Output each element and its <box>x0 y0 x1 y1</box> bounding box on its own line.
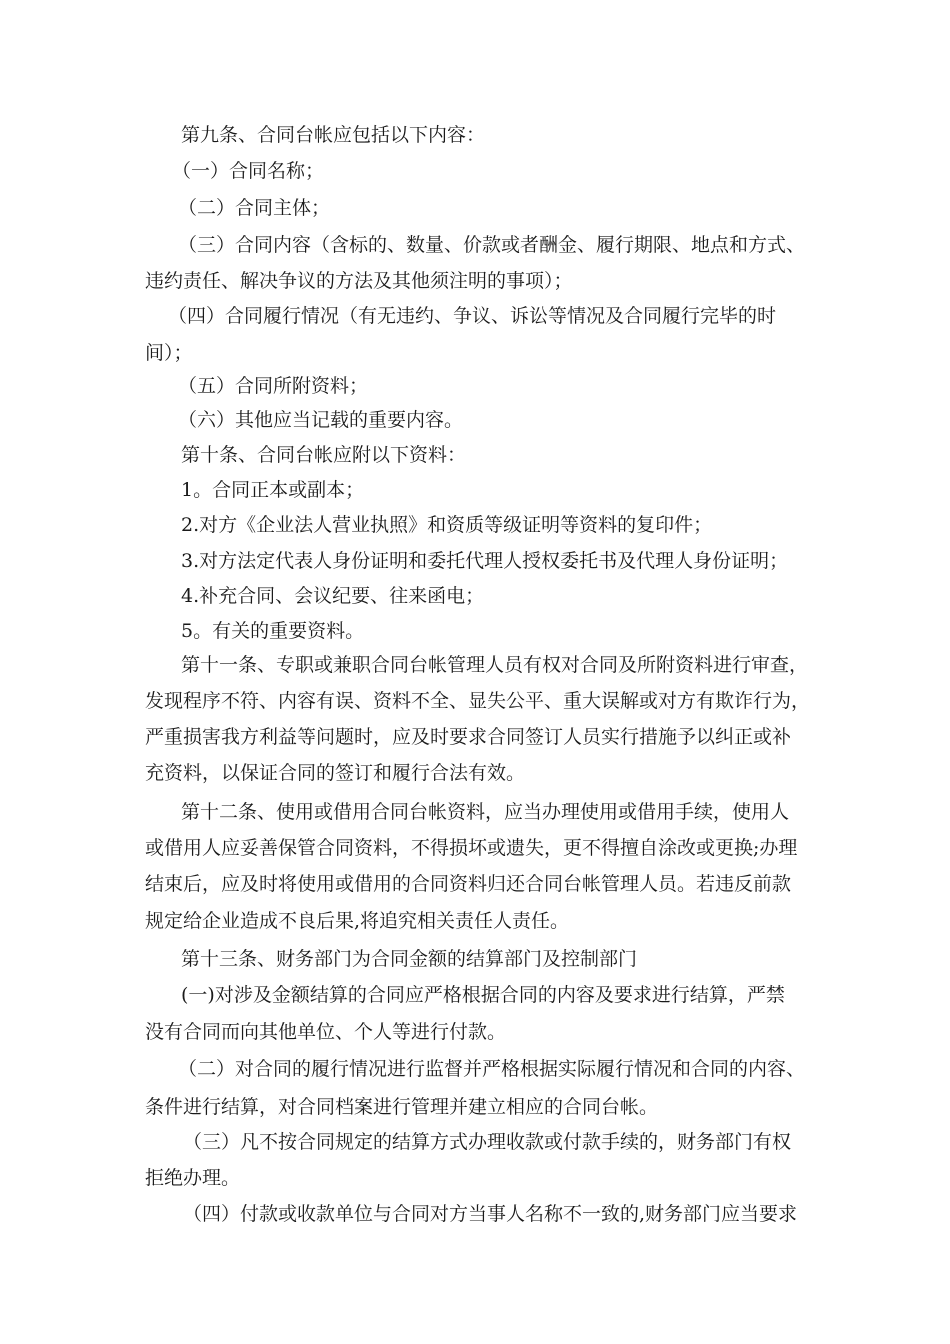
text-line: 拒绝办理。 <box>145 1167 241 1189</box>
text-line: 1。合同正本或副本； <box>181 479 365 501</box>
text-line: 严重损害我方利益等问题时，应及时要求合同签订人员实行措施予以纠正或补 <box>145 726 792 748</box>
text-line: 第十二条、使用或借用合同台帐资料，应当办理使用或借用手续，使用人 <box>181 801 790 823</box>
text-line: 第十条、合同台帐应附以下资料： <box>181 444 467 466</box>
text-line: 3.对方法定代表人身份证明和委托代理人授权委托书及代理人身份证明； <box>181 550 789 572</box>
text-line: （六）其他应当记载的重要内容。 <box>178 409 464 431</box>
text-line: 间）； <box>145 342 193 364</box>
text-line: 没有合同而向其他单位、个人等进行付款。 <box>145 1021 507 1043</box>
text-line: （四）合同履行情况（有无违约、争议、诉讼等情况及合同履行完毕的时 <box>168 305 777 327</box>
text-line: 发现程序不符、内容有误、资料不全、显失公平、重大误解或对方有欺诈行为， <box>145 690 811 712</box>
text-line: 4.补充合同、会议纪要、往来函电； <box>181 585 485 607</box>
text-line: 或借用人应妥善保管合同资料，不得损坏或遗失，更不得擅自涂改或更换;办理 <box>145 837 798 859</box>
text-line: 条件进行结算，对合同档案进行管理并建立相应的合同台帐。 <box>145 1096 659 1118</box>
text-line: 结束后，应及时将使用或借用的合同资料归还合同台帐管理人员。若违反前款 <box>145 873 792 895</box>
text-line: （三）合同内容（含标的、数量、价款或者酬金、履行期限、地点和方式、 <box>178 234 806 256</box>
text-line: (一)对涉及金额结算的合同应严格根据合同的内容及要求进行结算，严禁 <box>181 984 785 1006</box>
text-line: （五）合同所附资料； <box>178 375 369 397</box>
text-line: （三）凡不按合同规定的结算方式办理收款或付款手续的，财务部门有权 <box>183 1131 792 1153</box>
text-line: 充资料，以保证合同的签订和履行合法有效。 <box>145 762 526 784</box>
text-line: （四）付款或收款单位与合同对方当事人名称不一致的,财务部门应当要求 <box>183 1203 798 1225</box>
text-line: 第九条、合同台帐应包括以下内容： <box>181 124 486 146</box>
text-line: （二）对合同的履行情况进行监督并严格根据实际履行情况和合同的内容、 <box>178 1058 806 1080</box>
text-line: 5。有关的重要资料。 <box>181 620 365 642</box>
text-line: （二）合同主体； <box>178 197 331 219</box>
text-line: 违约责任、解决争议的方法及其他须注明的事项）； <box>145 270 573 292</box>
text-line: 第十三条、财务部门为合同金额的结算部门及控制部门 <box>181 948 638 970</box>
text-line: 规定给企业造成不良后果,将追究相关责任人责任。 <box>145 910 570 932</box>
text-line: 2.对方《企业法人营业执照》和资质等级证明等资料的复印件； <box>181 514 713 536</box>
text-line: 第十一条、专职或兼职合同台帐管理人员有权对合同及所附资料进行审查， <box>181 654 809 676</box>
text-line: （一）合同名称； <box>172 160 325 182</box>
